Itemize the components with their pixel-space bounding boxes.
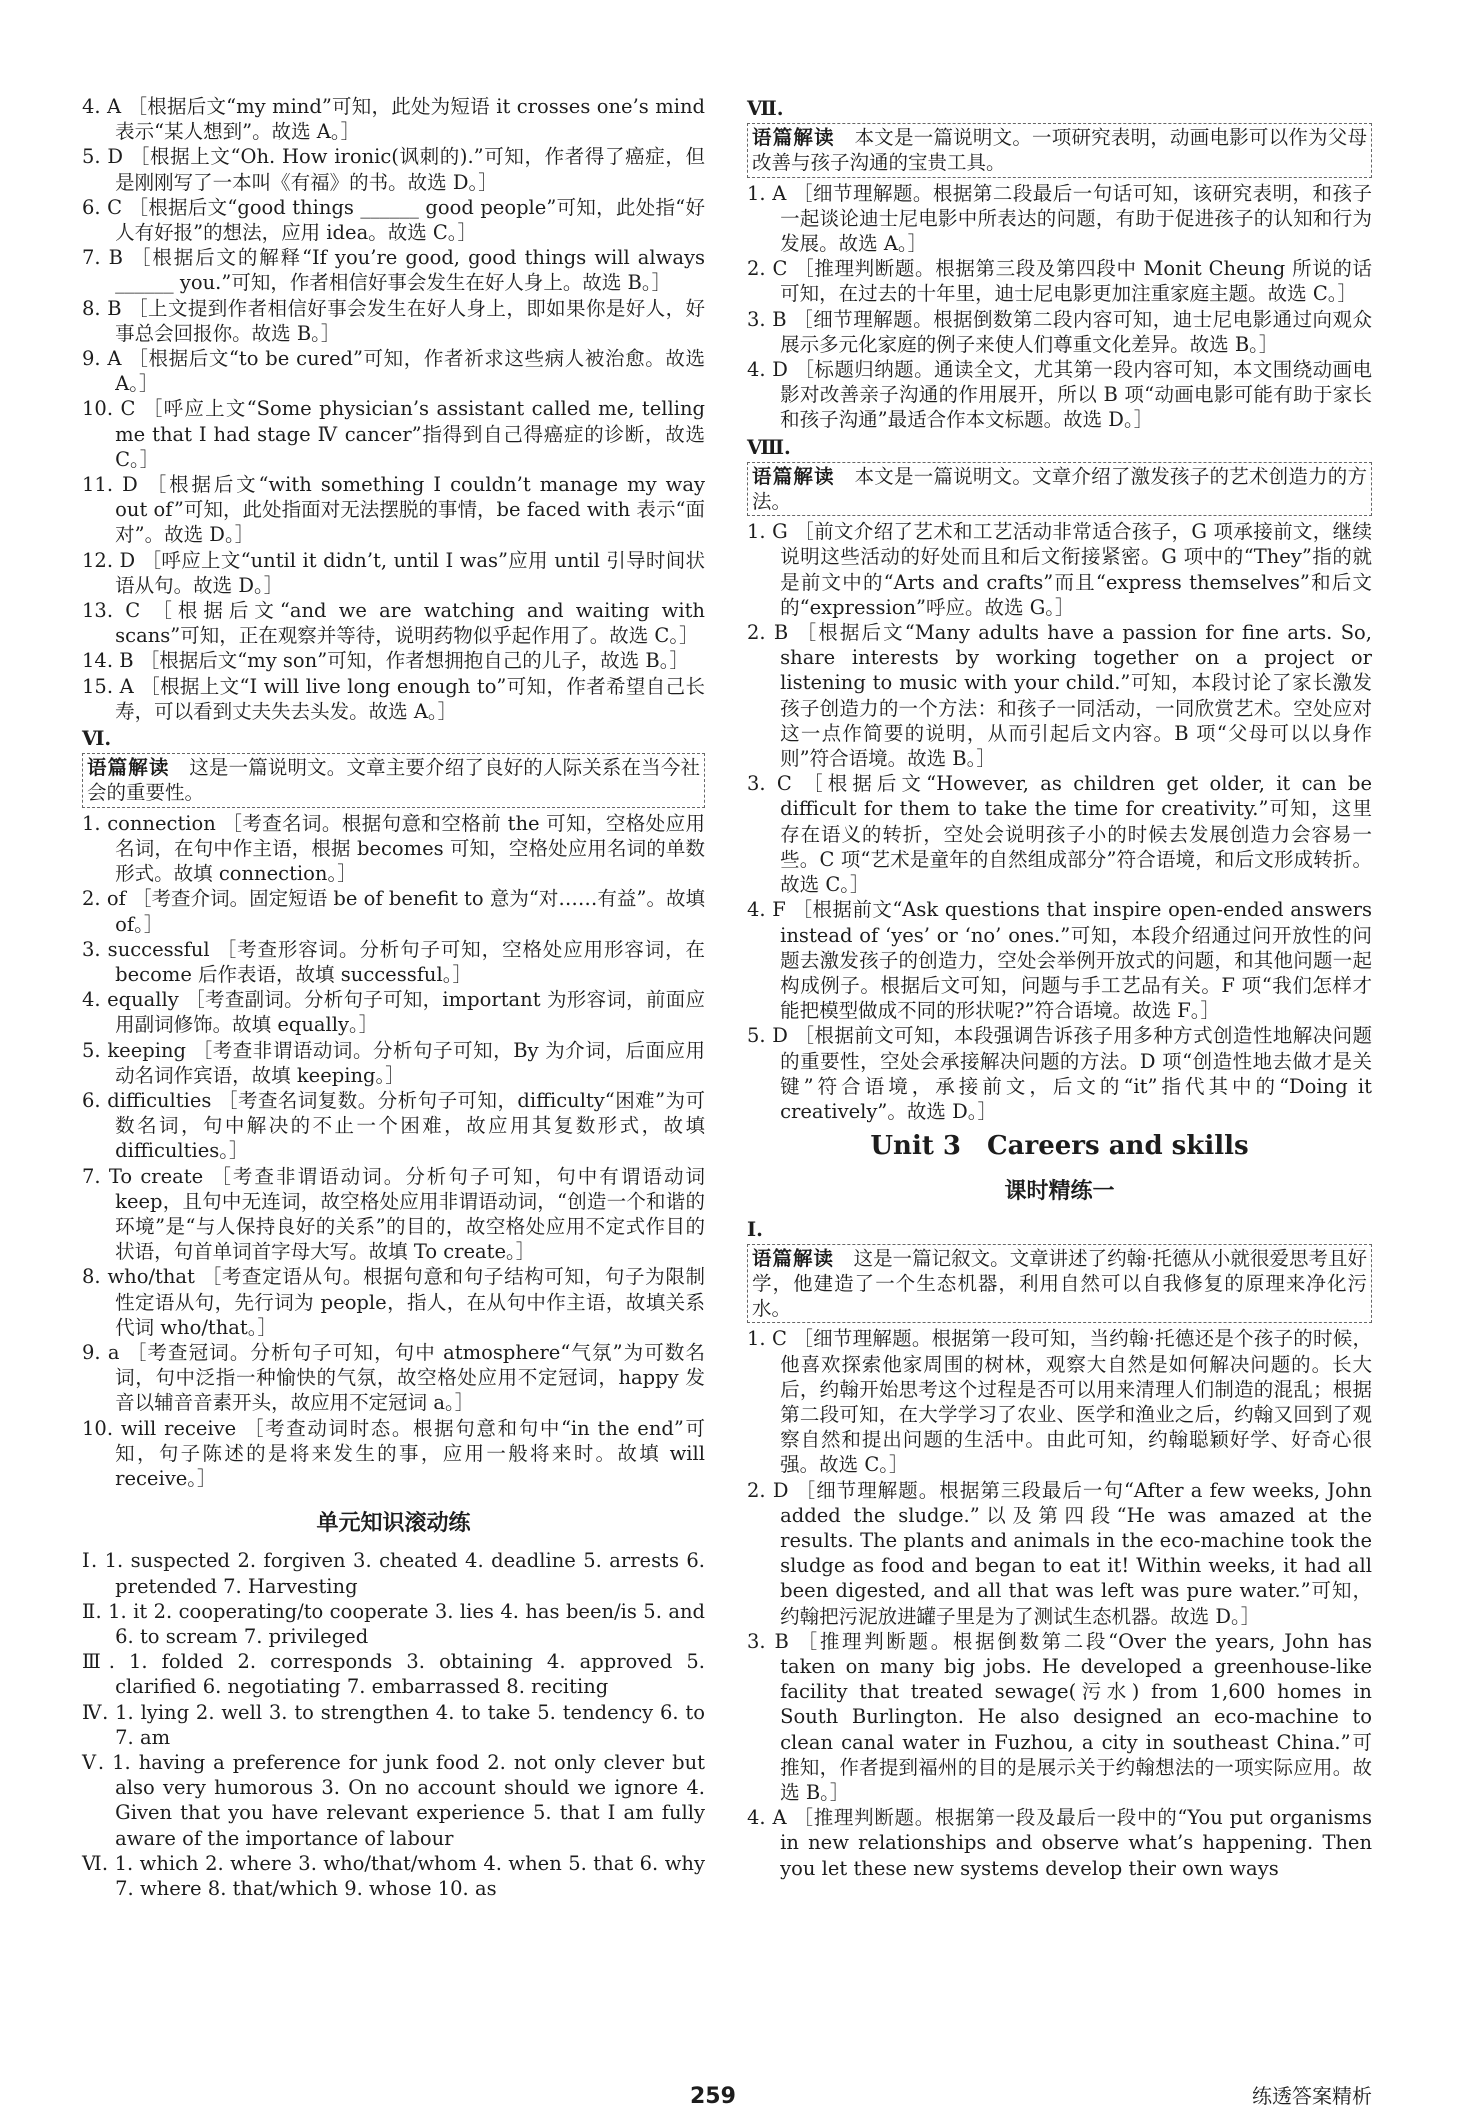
answer-entry: 6. C ［根据后文“good things ______ good people”可知，此处指“好人有好报”的想法，应用 idea。故选 C。］ xyxy=(82,195,705,245)
answer-entry: 1. A ［细节理解题。根据第二段最后一句话可知，该研究表明，和孩子一起谈论迪士尼电影中所表达的问题，有助于促进孩子的认知和行为发展。故选 A。］ xyxy=(747,181,1372,256)
answer-entry: 14. B ［根据后文“my son”可知，作者想拥抱自己的儿子，故选 B。］ xyxy=(82,649,689,673)
answer-entry: 8. who/that ［考查定语从句。根据句意和句子结构可知，句子为限制性定语从句，先行词为 people，指人，在从句中作主语，故填关系代词 who/that。］ xyxy=(82,1265,705,1339)
reading-analysis-label: 语篇解读 xyxy=(87,756,170,780)
lesson-title: 课时精练一 xyxy=(1004,1178,1115,1205)
answer-entry: 2. D ［细节理解题。根据第三段最后一句“After a few weeks, John added the sludge.”以及第四段“He was amazed at the results. The plants and animals in the eco-machine took the sludge as food and began to eat it! Within weeks, it had all been digested, and all that was left was pure water.”可知，约翰把污泥放进罐子里是为了测试生态机器。故选 D。］ xyxy=(747,1478,1372,1628)
answer-entry: Ⅳ. 1. lying 2. well 3. to strengthen 4. to take 5. tendency 6. to 7. am xyxy=(82,1700,705,1749)
answer-entry: 5. D ［根据上文“Oh. How ironic(讽刺的).”可知，作者得了癌症，但是刚刚写了一本叫《有福》的书。故选 D。］ xyxy=(82,145,705,194)
answer-entry: 4. D ［标题归纳题。通读全文，尤其第一段内容可知，本文围绕动画电影对改善亲子沟通的作用展开，所以 B 项“动画电影可能有助于家长和孩子沟通”最适合作本文标题。故选 D。］ xyxy=(747,358,1372,432)
answer-entry: 11. D ［根据后文“with something I couldn’t manage my way out of”可知，此处指面对无法摆脱的事情，be faced with 表示“面对”。故选 D。］ xyxy=(82,473,705,547)
answer-entry: 6. difficulties ［考查名词复数。分析句子可知，difficulty“困难”为可数名词，句中解决的不止一个困难，故应用其复数形式，故填 difficulties。］ xyxy=(82,1088,705,1163)
answer-entry: Ⅱ. 1. it 2. cooperating/to cooperate 3. lies 4. has been/is 5. and 6. to scream 7. privileged xyxy=(82,1599,705,1648)
answer-entry: 1. G ［前文介绍了艺术和工艺活动非常适合孩子，G 项承接前文，继续说明这些活动的好处而且和后文衔接紧密。G 项中的“They”指的就是前文中的“Arts and crafts”而且“express themselves”和后文的“expression”呼应。故选 G。］ xyxy=(747,520,1372,619)
answer-entry: 13. C ［根据后文“and we are watching and waiting with scans”可知，正在观察并等待，说明药物似乎起作用了。故选 C。］ xyxy=(82,599,705,648)
answer-entry: 2. B ［根据后文“Many adults have a passion for fine arts. So, share interests by working together on a project or listening to music with your child.”可知，本段讨论了家长激发孩子创造力的一个方法：和孩子一同活动，一同欣赏艺术。空处应对这一点作简要的说明，从而引起后文内容。B 项“父母可以以身作则”符合语境。故选 B。］ xyxy=(747,621,1372,771)
answer-entry: 4. A ［根据后文“my mind”可知，此处为短语 it crosses one’s mind 表示“某人想到”。故选 A。］ xyxy=(82,95,705,144)
reading-analysis-text: 这是一篇记叙文。文章讲述了约翰·托德从小就很爱思考且好学，他建造了一个生态机器，利用自然可以自我修复的原理来净化污水。 xyxy=(752,1246,1367,1321)
answer-entry: 15. A ［根据上文“I will live long enough to”可知，作者希望自己长寿，可以看到丈夫失去头发。故选 A。］ xyxy=(82,674,705,723)
answer-entry: 12. D ［呼应上文“until it didn’t, until I was”应用 until 引导时间状语从句。故选 D。］ xyxy=(82,548,705,597)
answer-entry: Ⅵ. 1. which 2. where 3. who/that/whom 4. when 5. that 6. why 7. where 8. that/which 9. whose 10. as xyxy=(82,1851,705,1901)
answer-entry: 1. connection ［考查名词。根据句意和空格前 the 可知，空格处应用名词，在句中作主语，根据 becomes 可知，空格处应用名词的单数形式。故填 connection。］ xyxy=(82,811,705,886)
answer-entry: 3. successful ［考查形容词。分析句子可知，空格处应用形容词，在 become 后作表语，故填 successful。］ xyxy=(82,937,705,986)
unit-title: Unit 3 Careers and skills xyxy=(870,1131,1249,1162)
answer-entry: 2. C ［推理判断题。根据第三段及第四段中 Monit Cheung 所说的话可知，在过去的十年里，迪士尼电影更加注重家庭主题。故选 C。］ xyxy=(747,257,1372,306)
reading-analysis-box xyxy=(747,1244,1372,1324)
answer-entry: Ⅲ. 1. folded 2. corresponds 3. obtaining 4. approved 5. clarified 6. negotiating 7. embarrassed 8. reciting xyxy=(82,1650,705,1699)
answer-entry: Ⅴ. 1. having a preference for junk food 2. not only clever but also very humorous 3. On no account should we ignore 4. Given that you have relevant experience 5. that I am fully aware of the importance of labour xyxy=(82,1751,705,1850)
reading-analysis-box xyxy=(82,753,705,807)
answer-entry: Ⅰ. 1. suspected 2. forgiven 3. cheated 4. deadline 5. arrests 6. pretended 7. Harvesting xyxy=(82,1549,705,1598)
answer-entry: 2. of ［考查介词。固定短语 be of benefit to 意为“对……有益”。故填 of。］ xyxy=(82,887,705,936)
reading-analysis-label: 语篇解读 xyxy=(752,464,835,488)
reading-analysis-label: 语篇解读 xyxy=(752,126,835,150)
answer-entry: 3. B ［细节理解题。根据倒数第二段内容可知，迪士尼电影通过向观众展示多元化家庭的例子来使人们尊重文化差异。故选 B。］ xyxy=(747,307,1372,356)
answer-entry: 5. D ［根据前文可知，本段强调告诉孩子用多种方式创造性地解决问题的重要性，空处会承接解决问题的方法。D 项“创造性地去做才是关键”符合语境，承接前文，后文的“it”指代其中的“Doing it creatively”。故选 D。］ xyxy=(747,1024,1372,1123)
left-column xyxy=(82,94,705,1901)
section-numeral: Ⅶ. xyxy=(747,97,784,120)
answer-entry: 8. B ［上文提到作者相信好事会发生在好人身上，即如果你是好人，好事总会回报你。故选 B。］ xyxy=(82,296,705,345)
answer-entry: 3. C ［根据后文“However, as children get older, it can be difficult for them to take the time for creativity.”可知，这里存在语义的转折，空处会说明孩子小的时候去发展创造力会容易一些。C 项“艺术是童年的自然组成部分”符合语境，和后文形成转折。故选 C。］ xyxy=(747,772,1372,897)
answer-entry: 5. keeping ［考查非谓语动词。分析句子可知，By 为介词，后面应用动名词作宾语，故填 keeping。］ xyxy=(82,1038,705,1087)
page-number: 259 xyxy=(690,2084,736,2109)
answer-entry: 9. A ［根据后文“to be cured”可知，作者祈求这些病人被治愈。故选 A。］ xyxy=(82,347,705,396)
section-heading: 单元知识滚动练 xyxy=(316,1510,471,1537)
section-numeral: Ⅵ. xyxy=(82,727,112,751)
answer-entry: 10. will receive ［考查动词时态。根据句意和句中“in the end”可知，句子陈述的是将来发生的事，应用一般将来时。故填 will receive。］ xyxy=(82,1416,705,1490)
reading-analysis-text: 本文是一篇说明文。一项研究表明，动画电影可以作为父母改善与孩子沟通的宝贵工具。 xyxy=(752,126,1367,175)
page-footer-title: 练透答案精析 xyxy=(1252,2084,1372,2108)
reading-analysis-box xyxy=(747,462,1372,516)
answer-entry: 7. B ［根据后文的解释“If you’re good, good things will always ______ you.”可知，作者相信好事会发生在好人身上。故选 B。］ xyxy=(82,246,705,295)
answer-entry: 4. equally ［考查副词。分析句子可知，important 为形容词，前面应用副词修饰。故填 equally。］ xyxy=(82,988,705,1037)
reading-analysis-text: 本文是一篇说明文。文章介绍了激发孩子的艺术创造力的方法。 xyxy=(752,464,1367,514)
answer-entry: 9. a ［考查冠词。分析句子可知，句中 atmosphere“气氛”为可数名词，句中泛指一种愉快的气氛，故空格处应用不定冠词，happy 发音以辅音音素开头，故应用不定冠词 a。］ xyxy=(82,1340,705,1415)
answer-entry: 1. C ［细节理解题。根据第一段可知，当约翰·托德还是个孩子的时候，他喜欢探索他家周围的树林，观察大自然是如何解决问题的。长大后，约翰开始思考这个过程是否可以用来清理人们制造的混乱；根据第二段可知，在大学学习了农业、医学和渔业之后，约翰又回到了观察自然和提出问题的生活中。由此可知，约翰聪颖好学、好奇心很强。故选 C。］ xyxy=(747,1327,1372,1477)
reading-analysis-box xyxy=(747,123,1372,177)
section-numeral: Ⅰ. xyxy=(747,1217,763,1241)
answer-entry: 10. C ［呼应上文“Some physician’s assistant called me, telling me that I had stage Ⅳ cancer”指得到自己得癌症的诊断，故选 C。］ xyxy=(82,397,705,471)
answer-entry: 4. A ［推理判断题。根据第一段及最后一段中的“You put organisms in new relationships and observe what’s happening. Then you let these new systems develop their own ways xyxy=(747,1806,1372,1880)
answer-entry: 7. To create ［考查非谓语动词。分析句子可知，句中有谓语动词 keep，且句中无连词，故空格处应用非谓语动词，“创造一个和谐的环境”是“与人保持良好的关系”的目的，故空格处应用不定式作目的状语，句首单词首字母大写。故填 To create。］ xyxy=(82,1164,705,1264)
reading-analysis-label: 语篇解读 xyxy=(752,1246,835,1270)
reading-analysis-text: 这是一篇说明文。文章主要介绍了良好的人际关系在当今社会的重要性。 xyxy=(87,756,700,805)
right-column xyxy=(747,94,1372,1881)
answer-entry: 4. F ［根据前文“Ask questions that inspire open-ended answers instead of ‘yes’ or ‘no’ ones.”可知，本段介绍通过问开放性的问题去激发孩子的创造力，空处会举例开放式的问题，和其他问题一起构成例子。根据后文可知，问题与手工艺品有关。F 项“我们怎样才能把模型做成不同的形状呢?”符合语境。故选 F。］ xyxy=(747,898,1372,1023)
section-numeral: Ⅷ. xyxy=(747,435,791,459)
answer-entry: 3. B ［推理判断题。根据倒数第二段“Over the years, John has taken on many big jobs. He developed a greenhouse-like facility that treated sewage(污水) from 1,600 homes in South Burlington. He also designed an eco-machine to clean canal water in Fuzhou, a city in southeast China.”可推知，作者提到福州的目的是展示关于约翰想法的一项实际应用。故选 B。］ xyxy=(747,1629,1372,1804)
